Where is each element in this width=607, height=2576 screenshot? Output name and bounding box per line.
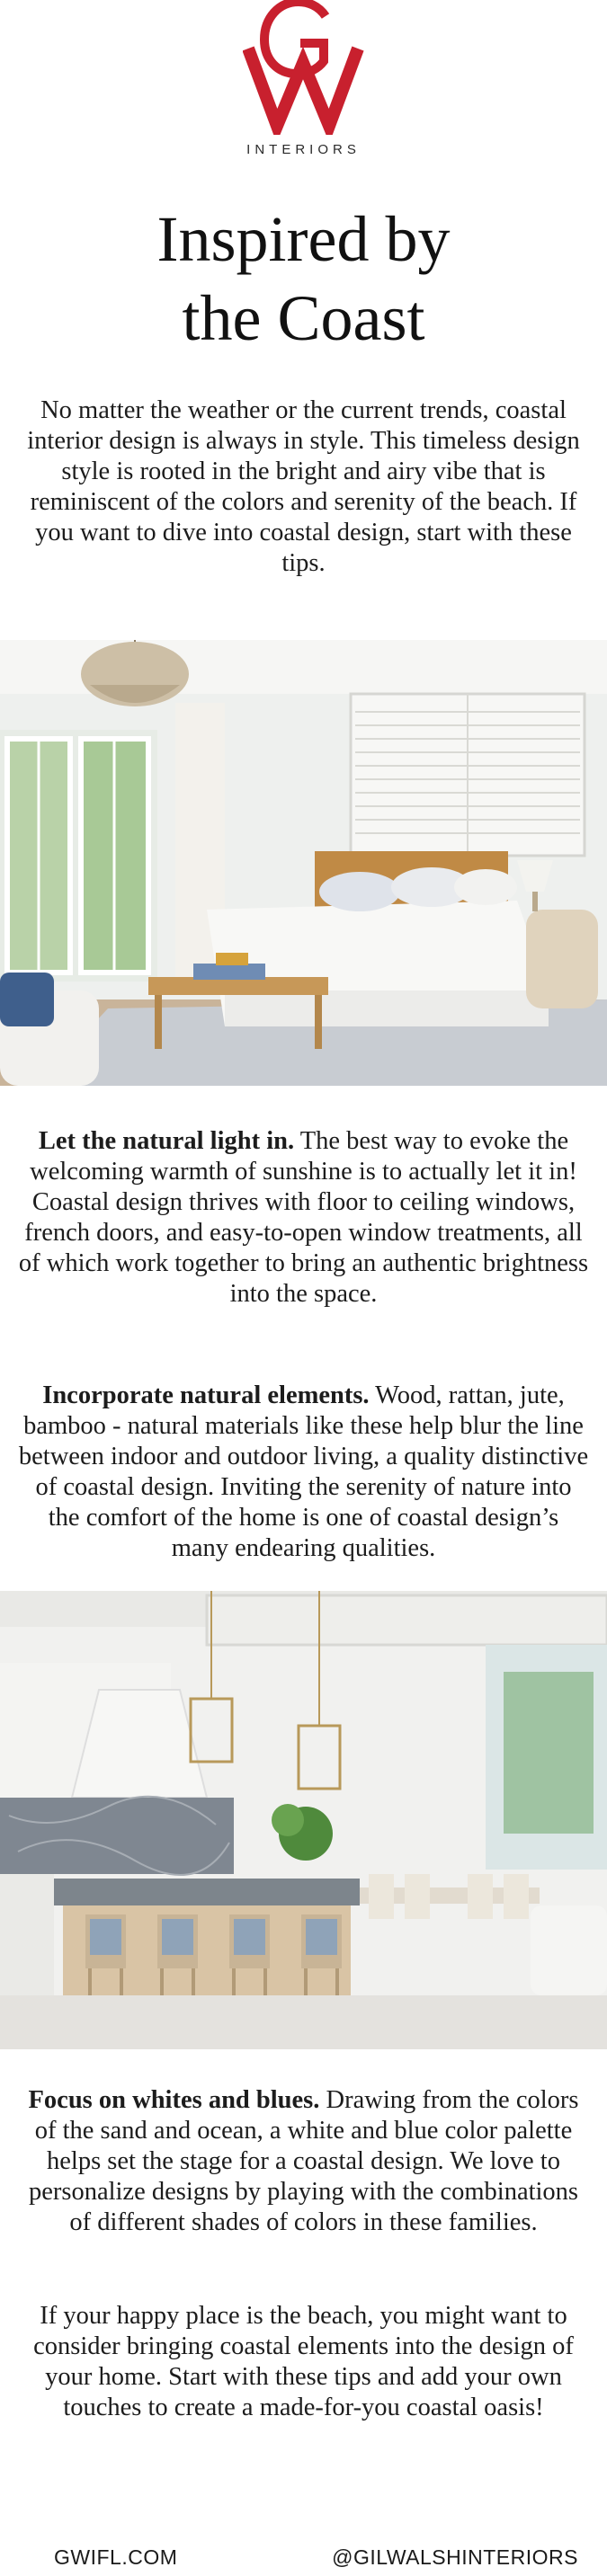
- title-line-1: Inspired by: [156, 203, 451, 275]
- page-title: [0, 200, 607, 358]
- tip-paragraph-3: [18, 2085, 589, 2238]
- gw-monogram-icon: [243, 0, 364, 135]
- social-handle-link[interactable]: @GILWALSHINTERIORS: [332, 2545, 578, 2569]
- website-link[interactable]: GWIFL.COM: [54, 2545, 178, 2569]
- intro-paragraph: No matter the weather or the current trends, coastal interior design is always in style. This timeless design style is rooted in the bright and airy vibe that is reminiscent of the colors and serenity of the beach. If you want to dive into coastal design, start with these tips.: [27, 396, 580, 577]
- tip-body-2: Wood, rattan, jute, bamboo - natural materials like these help blur the line between indoor and outdoor living, a quality distinctive of coastal design. Inviting the serenity of nature into the comfort of the home is one of coastal design’s many endearing qualities.: [18, 1381, 589, 1562]
- tip-paragraph-2: [18, 1381, 589, 1564]
- closing-paragraph: If your happy place is the beach, you might want to consider bringing coastal elements into the design of your home. Start with these tips and add your own touches to create a made-for-you coastal oasis!: [33, 2302, 574, 2421]
- tip-heading-3: Focus on whites and blues.: [28, 2086, 320, 2114]
- tip-heading-1: Let the natural light in.: [38, 1127, 295, 1155]
- brand-name: INTERIORS: [246, 142, 361, 157]
- kitchen-photo: [0, 1591, 607, 2049]
- tip-heading-2: Incorporate natural elements.: [42, 1381, 370, 1409]
- tip-body-3: Drawing from the colors of the sand and ocean, a white and blue color palette helps set the stage for a coastal design. We love to personalize designs by playing with the combinations of different shades of colors in these families.: [28, 2086, 579, 2236]
- tip-paragraph-1: [18, 1126, 589, 1310]
- bedroom-photo: [0, 640, 607, 1086]
- brand-logo: [0, 0, 607, 162]
- title-line-2: the Coast: [182, 282, 425, 354]
- tip-body-1: The best way to evoke the welcoming warmth of sunshine is to actually let it in! Coastal design thrives with floor to ceiling windows, french doors, and easy-to-open window treatments, all of which work together to bring an authentic brightness into the space.: [18, 1127, 589, 1308]
